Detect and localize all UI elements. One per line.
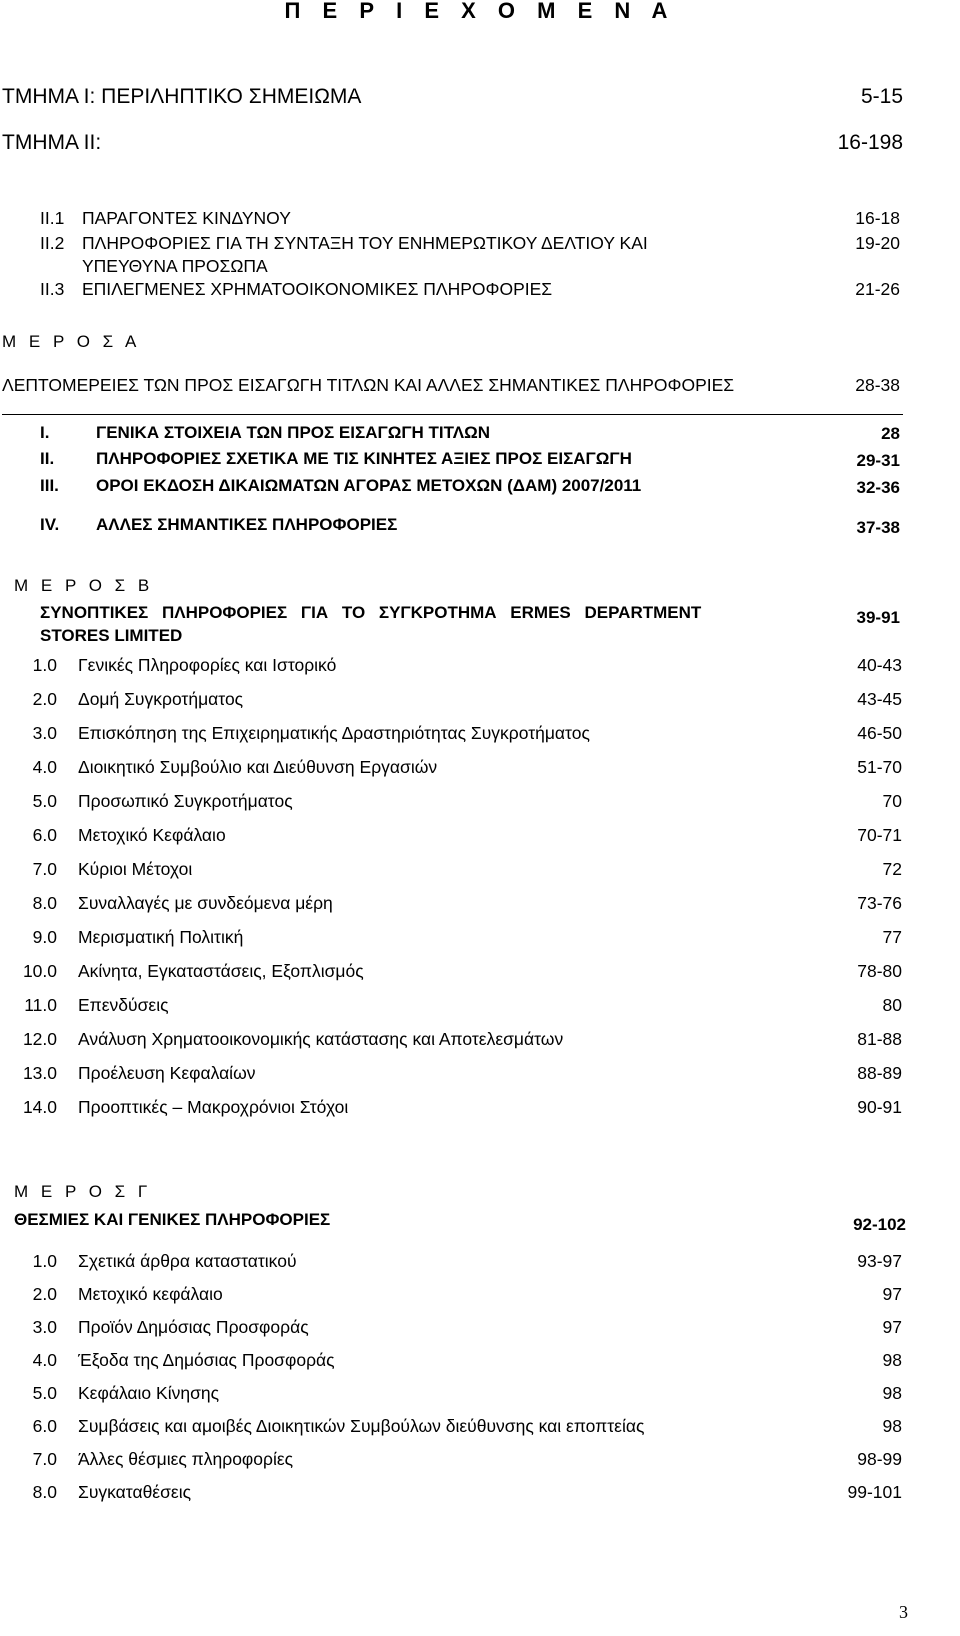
merosB-item-3-pages: 46-50 — [857, 723, 902, 743]
merosB-item-13-num: 13.0 — [22, 1063, 57, 1083]
merosC-item-4-pages: 98 — [882, 1350, 902, 1370]
merosB-item-10-num: 10.0 — [22, 961, 57, 981]
merosC-item-5-label: Κεφάλαιο Κίνησης — [78, 1383, 220, 1403]
merosB-item-11-num: 11.0 — [24, 995, 57, 1015]
merosC-item-2-num: 2.0 — [32, 1284, 57, 1304]
merosB-item-9-num: 9.0 — [32, 927, 57, 947]
merosB-item-8-num: 8.0 — [32, 893, 57, 913]
merosB-item-6-num: 6.0 — [32, 825, 57, 845]
tmima2-item-3-label: ΕΠΙΛΕΓΜΕΝΕΣ ΧΡΗΜΑΤΟΟΙΚΟΝΟΜΙΚΕΣ ΠΛΗΡΟΦΟΡΙΕΣ — [82, 279, 553, 299]
merosA-item-1-num: Ι. — [40, 423, 50, 442]
merosB-item-12-label: Ανάλυση Χρηματοοικονομικής κατάστασης και Αποτελεσμάτων — [78, 1029, 564, 1049]
merosA-pages: 28-38 — [855, 375, 900, 395]
merosC-item-8-pages: 99-101 — [847, 1482, 902, 1502]
merosB-item-14-num: 14.0 — [22, 1097, 57, 1117]
tmima1-label: ΤΜΗΜΑ Ι: ΠΕΡΙΛΗΠΤΙΚΟ ΣΗΜΕΙΩΜΑ — [2, 85, 362, 108]
merosA-divider — [2, 414, 903, 415]
merosC-item-3-label: Προϊόν Δημόσιας Προσφοράς — [78, 1317, 309, 1337]
merosC-item-5-num: 5.0 — [32, 1383, 57, 1403]
merosC-item-4-num: 4.0 — [32, 1350, 57, 1370]
merosA-item-1-pages: 28 — [881, 424, 900, 443]
merosB-item-11-label: Επενδύσεις — [78, 995, 169, 1015]
merosC-item-8-label: Συγκαταθέσεις — [78, 1482, 192, 1502]
merosB-item-7-num: 7.0 — [32, 859, 57, 879]
merosB-item-7-pages: 72 — [882, 859, 902, 879]
merosB-item-8-label: Συναλλαγές με συνδεόμενα μέρη — [78, 893, 333, 913]
merosC-item-2-pages: 97 — [882, 1284, 902, 1304]
merosB-item-5-pages: 70 — [882, 791, 902, 811]
merosB-item-8-pages: 73-76 — [857, 893, 902, 913]
merosB-item-5-num: 5.0 — [32, 791, 57, 811]
merosA-item-2-num: ΙΙ. — [40, 449, 55, 468]
merosA-title: ΛΕΠΤΟΜΕΡΕΙΕΣ ΤΩΝ ΠΡΟΣ ΕΙΣΑΓΩΓΗ ΤΙΤΛΩΝ ΚΑΙ ΑΛΛΕΣ ΣΗΜΑΝΤΙΚΕΣ ΠΛΗΡΟΦΟΡΙΕΣ — [2, 375, 735, 395]
merosB-item-6-label: Μετοχικό Κεφάλαιο — [78, 825, 226, 845]
merosB-item-12-pages: 81-88 — [857, 1029, 902, 1049]
merosB-item-1-label: Γενικές Πληροφορίες και Ιστορικό — [78, 655, 337, 675]
merosC-item-4-label: Έξοδα της Δημόσιας Προσφοράς — [78, 1350, 335, 1370]
merosA-item-2-label: ΠΛΗΡΟΦΟΡΙΕΣ ΣΧΕΤΙΚΑ ΜΕ ΤΙΣ ΚΙΝΗΤΕΣ ΑΞΙΕΣ ΠΡΟΣ ΕΙΣΑΓΩΓΗ — [96, 449, 632, 468]
merosB-item-11-pages: 80 — [882, 995, 902, 1015]
merosB-item-10-pages: 78-80 — [857, 961, 902, 981]
merosC-item-7-pages: 98-99 — [857, 1449, 902, 1469]
page-title: Π Ε Ρ Ι Ε Χ Ο Μ Ε Ν Α — [284, 0, 676, 23]
merosB-item-1-num: 1.0 — [32, 655, 57, 675]
tmima2-item-1-pages: 16-18 — [855, 208, 900, 228]
page-number: 3 — [899, 1602, 908, 1622]
merosC-heading: Μ Ε Ρ Ο Σ Γ — [14, 1182, 152, 1201]
tmima2-item-1-num: ΙΙ.1 — [40, 208, 65, 228]
merosB-item-3-num: 3.0 — [32, 723, 57, 743]
merosA-item-3-num: ΙΙΙ. — [40, 476, 59, 495]
merosC-item-2-label: Μετοχικό κεφάλαιο — [78, 1284, 223, 1304]
merosB-title-line2: STORES LIMITED — [40, 626, 183, 645]
merosB-item-13-label: Προέλευση Κεφαλαίων — [78, 1063, 256, 1083]
merosB-item-9-pages: 77 — [882, 927, 902, 947]
merosB-item-14-pages: 90-91 — [857, 1097, 902, 1117]
tmima2-item-3-pages: 21-26 — [855, 279, 900, 299]
merosC-item-1-label: Σχετικά άρθρα καταστατικού — [78, 1251, 297, 1271]
merosA-item-4-label: ΑΛΛΕΣ ΣΗΜΑΝΤΙΚΕΣ ΠΛΗΡΟΦΟΡΙΕΣ — [96, 515, 398, 534]
merosB-heading: Μ Ε Ρ Ο Σ Β — [14, 576, 154, 595]
merosA-item-1-label: ΓΕΝΙΚΑ ΣΤΟΙΧΕΙΑ ΤΩΝ ΠΡΟΣ ΕΙΣΑΓΩΓΗ ΤΙΤΛΩΝ — [96, 423, 491, 442]
merosC-item-5-pages: 98 — [882, 1383, 902, 1403]
merosB-item-7-label: Κύριοι Μέτοχοι — [78, 859, 193, 879]
merosC-item-8-num: 8.0 — [32, 1482, 57, 1502]
merosC-item-3-num: 3.0 — [32, 1317, 57, 1337]
merosC-item-7-label: Άλλες θέσμιες πληροφορίες — [78, 1449, 294, 1469]
tmima2-pages: 16-198 — [837, 131, 903, 154]
tmima2-item-2-num: ΙΙ.2 — [40, 233, 65, 253]
merosB-item-3-label: Επισκόπηση της Επιχειρηματικής Δραστηριότητας Συγκροτήματος — [78, 723, 590, 743]
tmima2-item-1-label: ΠΑΡΑΓΟΝΤΕΣ ΚΙΝΔΥΝΟΥ — [82, 208, 291, 228]
merosA-item-4-pages: 37-38 — [856, 518, 900, 537]
merosA-item-4-num: ΙV. — [40, 515, 60, 534]
tmima2-label: ΤΜΗΜΑ ΙΙ: — [2, 131, 102, 154]
tmima1-pages: 5-15 — [860, 85, 903, 108]
merosB-item-5-label: Προσωπικό Συγκροτήματος — [78, 791, 293, 811]
merosB-pages: 39-91 — [856, 608, 900, 627]
merosC-item-6-pages: 98 — [882, 1416, 902, 1436]
merosB-title-line1: ΣΥΝΟΠΤΙΚΕΣ ΠΛΗΡΟΦΟΡΙΕΣ ΓΙΑ ΤΟ ΣΥΓΚΡΟΤΗΜΑ ERMES DEPARTMENT — [40, 603, 702, 622]
merosB-item-10-label: Ακίνητα, Εγκαταστάσεις, Εξοπλισμός — [78, 961, 364, 981]
merosB-item-13-pages: 88-89 — [857, 1063, 902, 1083]
merosB-item-2-pages: 43-45 — [857, 689, 902, 709]
merosB-item-4-label: Διοικητικό Συμβούλιο και Διεύθυνση Εργασιών — [78, 757, 438, 777]
merosC-item-1-num: 1.0 — [32, 1251, 57, 1271]
merosB-item-2-num: 2.0 — [32, 689, 57, 709]
merosC-pages: 92-102 — [853, 1215, 906, 1234]
merosA-item-3-pages: 32-36 — [856, 478, 900, 497]
merosB-item-14-label: Προοπτικές – Μακροχρόνιοι Στόχοι — [78, 1097, 349, 1117]
merosC-item-6-label: Συμβάσεις και αμοιβές Διοικητικών Συμβούλων διεύθυνσης και εποπτείας — [78, 1416, 645, 1436]
tmima2-item-2-label-line2: ΥΠΕΥΘΥΝΑ ΠΡΟΣΩΠΑ — [82, 256, 268, 276]
merosC-item-3-pages: 97 — [882, 1317, 902, 1337]
merosB-item-4-num: 4.0 — [32, 757, 57, 777]
merosB-item-12-num: 12.0 — [22, 1029, 57, 1049]
tmima2-item-2-pages: 19-20 — [855, 233, 900, 253]
tmima2-item-3-num: ΙΙ.3 — [40, 279, 65, 299]
merosA-item-2-pages: 29-31 — [856, 451, 900, 470]
merosA-item-3-label: ΟΡΟΙ ΕΚΔΟΣΗ ΔΙΚΑΙΩΜΑΤΩΝ ΑΓΟΡΑΣ ΜΕΤΟΧΩΝ (ΔΑΜ) 2007/2011 — [96, 476, 642, 495]
merosC-item-6-num: 6.0 — [32, 1416, 57, 1436]
merosB-item-6-pages: 70-71 — [857, 825, 902, 845]
merosB-item-4-pages: 51-70 — [857, 757, 902, 777]
merosC-item-1-pages: 93-97 — [857, 1251, 902, 1271]
merosB-item-9-label: Μερισματική Πολιτική — [78, 927, 244, 947]
tmima2-item-2-label: ΠΛΗΡΟΦΟΡΙΕΣ ΓΙΑ ΤΗ ΣΥΝΤΑΞΗ ΤΟΥ ΕΝΗΜΕΡΩΤΙΚΟΥ ΔΕΛΤΙΟΥ ΚΑΙ — [82, 233, 648, 253]
merosC-title: ΘΕΣΜΙΕΣ ΚΑΙ ΓΕΝΙΚΕΣ ΠΛΗΡΟΦΟΡΙΕΣ — [14, 1210, 331, 1229]
merosB-item-2-label: Δομή Συγκροτήματος — [78, 689, 244, 709]
merosC-item-7-num: 7.0 — [32, 1449, 57, 1469]
merosA-heading: Μ Ε Ρ Ο Σ Α — [2, 332, 141, 351]
merosB-item-1-pages: 40-43 — [857, 655, 902, 675]
